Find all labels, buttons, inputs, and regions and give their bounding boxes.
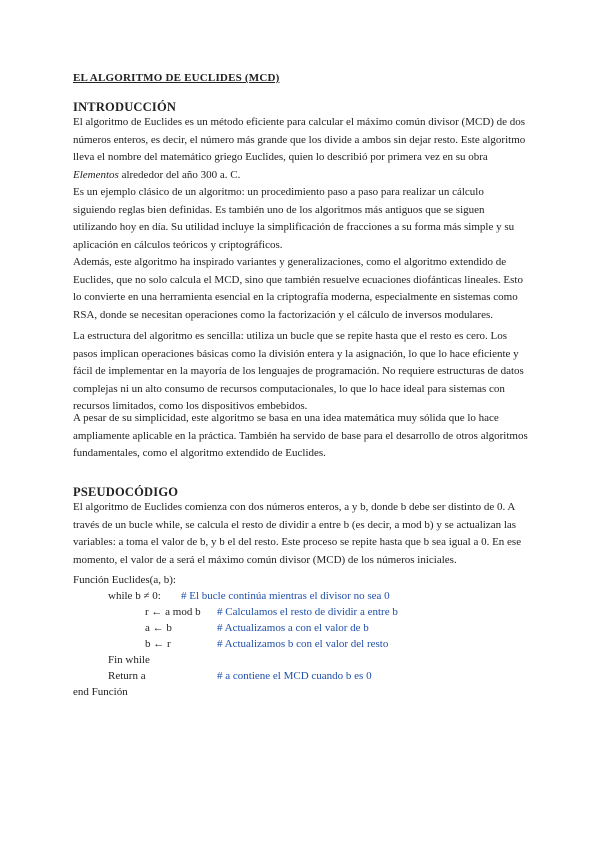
document-title: EL ALGORITMO DE EUCLIDES (MCD)	[73, 72, 280, 84]
intro-paragraph-5: A pesar de su simplicidad, este algoritmo se basa en una idea matemática muy sólida que lo hace ampliamente aplicable en la práctica. También ha servido de base para el desarrollo de otros algoritmos fundamentales, como el algoritmo extendido de Euclides.	[73, 412, 528, 459]
code-assign-b-comment: # Actualizamos b con el valor del resto	[217, 638, 389, 650]
code-remainder-line: r ← a mod b	[145, 606, 201, 618]
pseudocode-paragraph: El algoritmo de Euclides comienza con dos números enteros, a y b, donde b debe ser distinto de 0. A través de un bucle while, se calcula el resto de dividir a entre b (es decir, a mod b) y se actualizan las variables: a toma el valor de b, y b el del resto. Este proceso se repite hasta que b sea igual a 0. En ese momento, el valor de a será el máximo común divisor (MCD) de los números iniciales.	[73, 501, 522, 566]
code-return-comment: # a contiene el MCD cuando b es 0	[217, 670, 372, 682]
intro-p1-text: El algoritmo de Euclides es un método eficiente para calcular el máximo común divisor (MCD) de dos números enteros, es decir, el número más grande que los divide a ambos sin dejar resto. Este algoritmo lleva el nombre del matemático griego Euclides, quien lo describió por primera vez en su obra	[73, 116, 526, 163]
intro-paragraph-3: Además, este algoritmo ha inspirado variantes y generalizaciones, como el algoritmo extendido de Euclides, que no solo calcula el MCD, sino que también resuelve ecuaciones diofánticas lineales. Esto lo convierte en una herramienta esencial en la criptografía moderna, especialmente en sistemas como RSA, donde se necesitan operaciones como la factorización y el cálculo de inversos modulares.	[73, 256, 523, 321]
pseudocode-heading: PSEUDOCÓDIGO	[73, 485, 179, 499]
code-assign-b-line: b ← r	[145, 638, 171, 650]
code-return-line: Return a	[108, 670, 146, 682]
code-assign-a-line: a ← b	[145, 622, 172, 634]
code-end-line: end Función	[73, 686, 128, 698]
code-function-line: Función Euclides(a, b):	[73, 574, 176, 586]
code-fin-while-line: Fin while	[108, 654, 150, 666]
code-while-comment: # El bucle continúa mientras el divisor no sea 0	[181, 590, 390, 602]
intro-heading: INTRODUCCIÓN	[73, 100, 177, 114]
intro-p1-tail: alrededor del año 300 a. C.	[118, 168, 241, 181]
intro-paragraph-4: La estructura del algoritmo es sencilla: utiliza un bucle que se repite hasta que el resto es cero. Los pasos implican operaciones básicas como la división entera y la asignación, lo que lo hace eficiente y fácil de implementar en la mayoría de los lenguajes de programación. No requiere estructuras de datos complejas ni un alto consumo de recursos computacionales, lo que lo hace ideal para sistemas con recursos limitados, como los dispositivos embebidos.	[73, 330, 524, 412]
code-while-line: while b ≠ 0:	[108, 590, 161, 602]
intro-paragraph-2: Es un ejemplo clásico de un algoritmo: un procedimiento paso a paso para realizar un cálculo siguiendo reglas bien definidas. Es también uno de los algoritmos más antiguos que se siguen utilizando hoy en día. Su utilidad incluye la simplificación de fracciones a su forma más simple y su aplicación en cálculos teóricos y criptográficos.	[73, 186, 515, 251]
code-remainder-comment: # Calculamos el resto de dividir a entre b	[217, 606, 398, 618]
intro-p1-italic: Elementos	[73, 168, 119, 181]
code-assign-a-comment: # Actualizamos a con el valor de b	[217, 622, 369, 634]
